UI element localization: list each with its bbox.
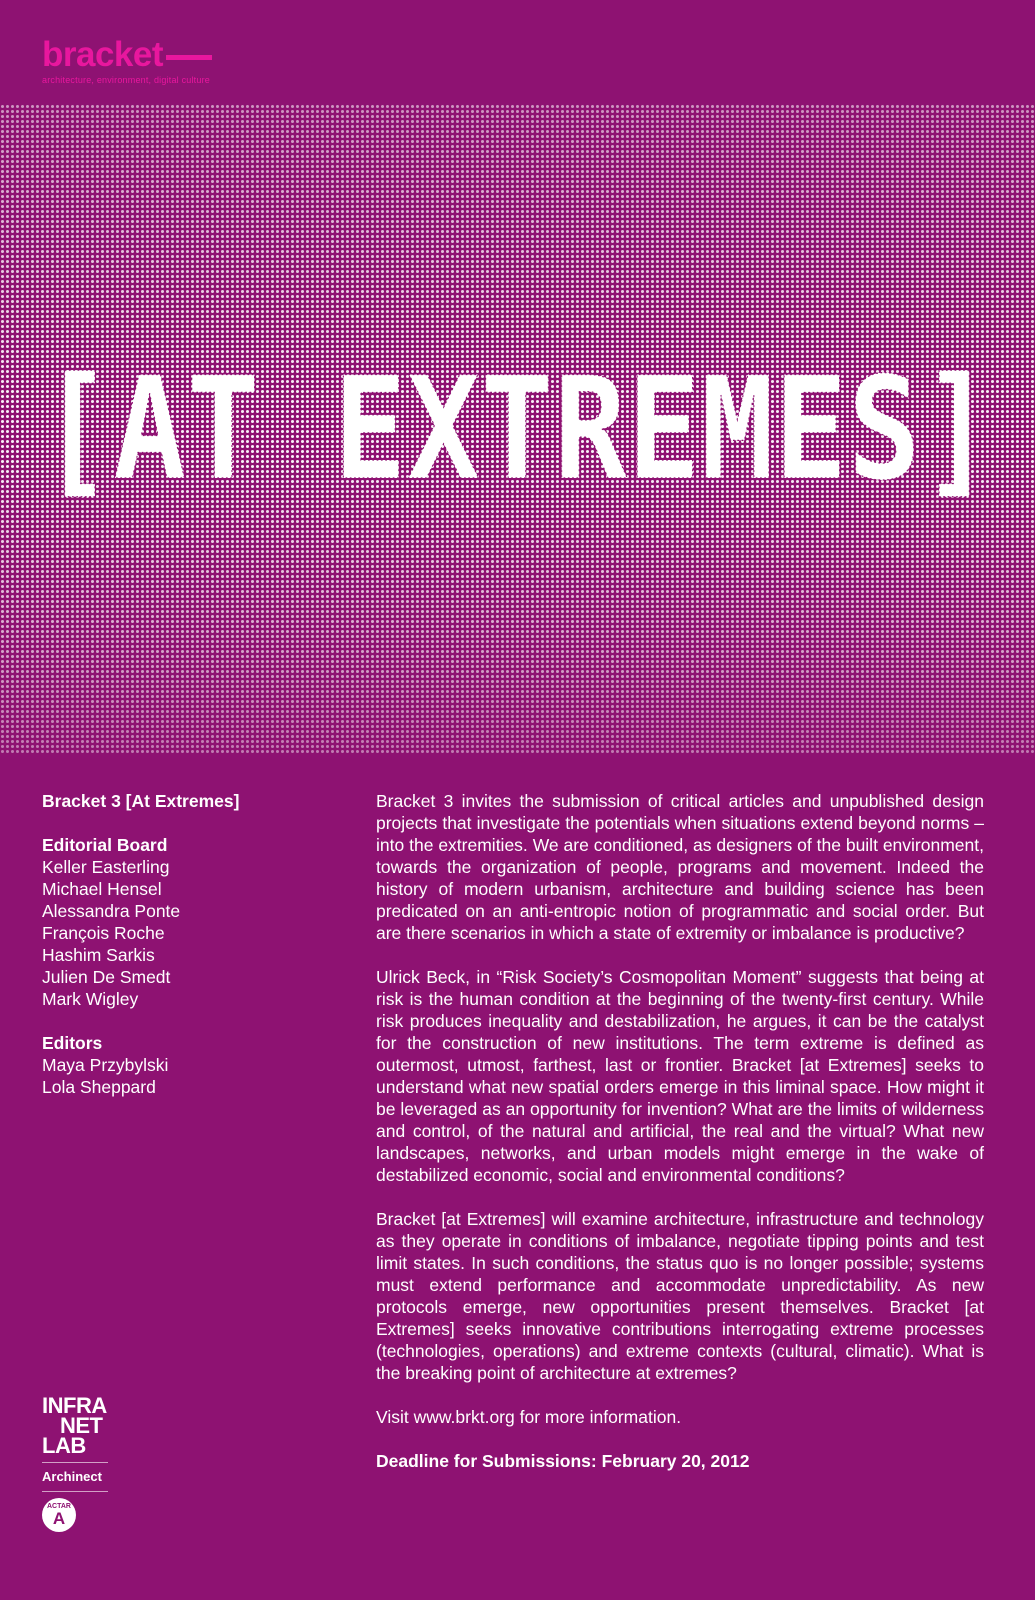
deadline: Deadline for Submissions: February 20, 2012 <box>376 1451 750 1471</box>
divider <box>42 1462 108 1463</box>
editor: Maya Przybylski <box>42 1055 169 1075</box>
logo-name: bracket <box>42 35 164 74</box>
sidebar <box>42 790 342 1098</box>
halftone-title <box>0 104 1035 754</box>
editors-heading: Editors <box>42 1033 103 1053</box>
body-text <box>376 790 984 1472</box>
board-member: Michael Hensel <box>42 879 162 899</box>
archinect-logo: Archinect <box>42 1469 102 1484</box>
editorial-board-heading: Editorial Board <box>42 835 168 855</box>
logo-tagline: architecture, environment, digital culture <box>42 75 210 85</box>
hero-dot-graphic <box>0 104 1035 754</box>
board-member: Mark Wigley <box>42 989 139 1009</box>
board-member: François Roche <box>42 923 165 943</box>
board-member: Alessandra Ponte <box>42 901 181 921</box>
editor: Lola Sheppard <box>42 1077 156 1097</box>
board-member: Julien De Smedt <box>42 967 171 987</box>
actar-letter: A <box>52 1509 66 1528</box>
partner-logos <box>42 1393 112 1532</box>
logo-dash <box>166 55 212 60</box>
board-member: Hashim Sarkis <box>42 945 155 965</box>
bracket-logo <box>42 36 212 85</box>
board-member: Keller Easterling <box>42 857 170 877</box>
actar-label: ACTAR <box>47 1503 71 1510</box>
website-note: Visit www.brkt.org for more information. <box>376 1407 682 1427</box>
infranet-line: INFRA <box>42 1393 107 1418</box>
infranet-line: LAB <box>42 1433 86 1458</box>
infranet-lab-logo <box>42 1393 112 1458</box>
body-paragraph: Bracket 3 invites the submission of critical articles and unpublished design projects that investigate the potentials when situations extend beyond norms – into the extremities. We are conditioned, as designers of the built environment, towards the organization of people, programs and movement. Indeed the history of modern urbanism, architecture and building science has been predicated on an anti-entropic notion of programmatic and social order. But are there scenarios in which a state of extremity or imbalance is productive? <box>376 791 984 943</box>
infranet-line: NET <box>60 1413 103 1438</box>
hero-title: [AT EXTREMES] <box>39 347 995 512</box>
divider <box>42 1491 108 1492</box>
logo-wordmark <box>42 36 212 74</box>
body-paragraph: Bracket [at Extremes] will examine architecture, infrastructure and technology as they operate in conditions of imbalance, negotiate tipping points and test limit states. In such conditions, the status quo is no longer possible; systems must extend performance and accommodate unpredictability. As new protocols emerge, new opportunities present themselves. Bracket [at Extremes] seeks innovative contributions interrogating extreme processes (technologies, operations) and extreme contexts (cultural, climatic). What is the breaking point of architecture at extremes? <box>376 1209 984 1383</box>
body-paragraph: Ulrick Beck, in “Risk Society’s Cosmopolitan Moment” suggests that being at risk is the human condition at the beginning of the twenty-first century. While risk produces inequality and destabilization, he argues, it can be the catalyst for the construction of new institutions. The term extreme is defined as outermost, utmost, farthest, last or frontier. Bracket [at Extremes] seeks to understand what new spatial orders emerge in this liminal space. How might it be leveraged as an opportunity for invention? What are the limits of wilderness and control, of the natural and artificial, the real and the virtual? What new landscapes, networks, and urban models might emerge in the wake of destabilized economic, social and environmental conditions? <box>376 967 984 1185</box>
issue-title: Bracket 3 [At Extremes] <box>42 791 240 811</box>
actar-logo <box>42 1498 76 1532</box>
